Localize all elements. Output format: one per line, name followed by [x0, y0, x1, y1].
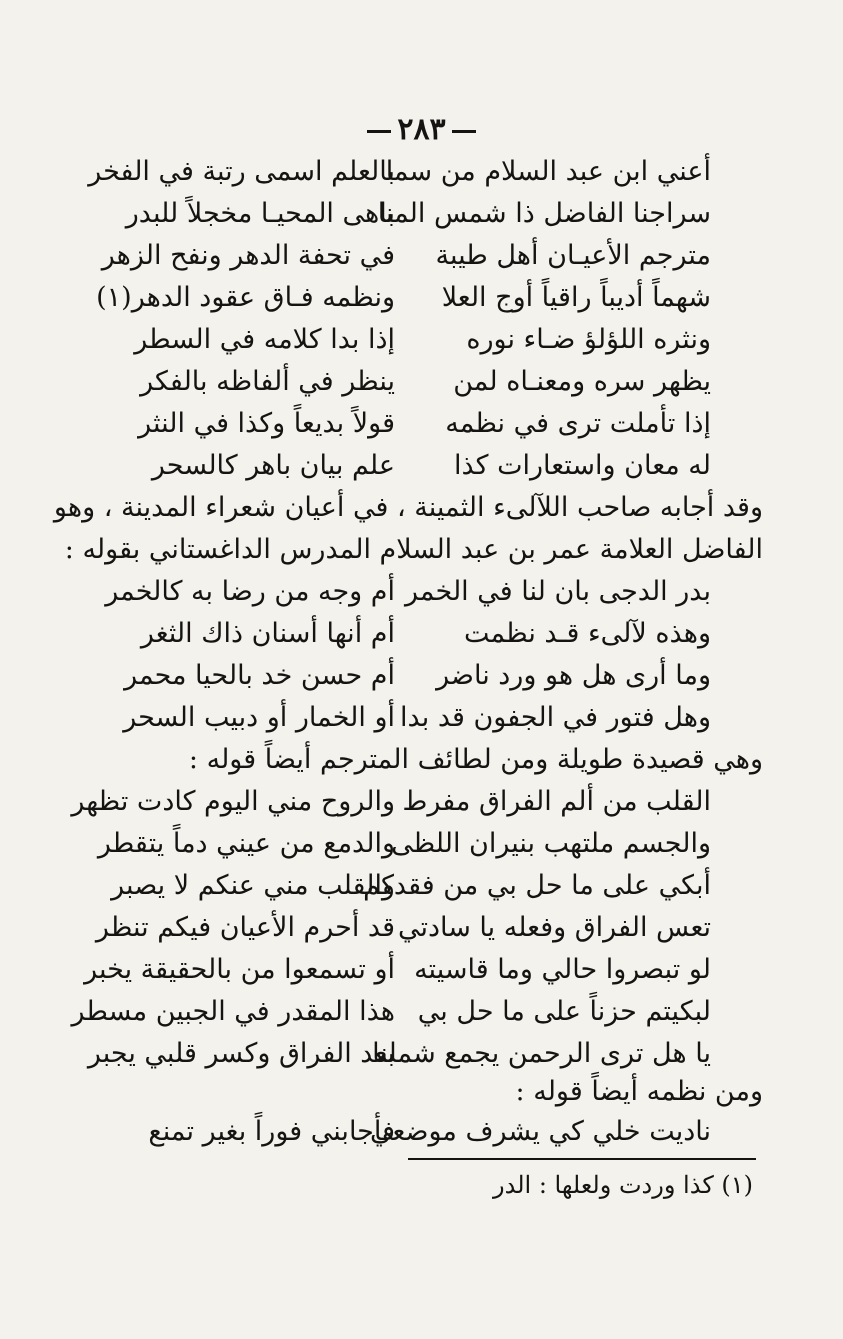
page-number	[0, 112, 843, 147]
verse-hemistich-right: وهذه لآلىء قـد نظمت	[464, 618, 711, 649]
verse-hemistich-right: مترجم الأعيـان أهل طيبة	[435, 240, 711, 271]
verse-hemistich-left: أو الخمار أو دبيب السحر	[123, 702, 395, 733]
verse-hemistich-right: سراجنا الفاضل ذا شمس المنا	[377, 198, 711, 229]
prose-line: الفاضل العلامة عمر بن عبد السلام المدرس الداغستاني بقوله :	[64, 534, 763, 565]
verse-hemistich-right: ناديت خلي كي يشرف موضعي	[370, 1116, 711, 1147]
footnote-divider	[408, 1158, 756, 1160]
prose-line: وهي قصيدة طويلة ومن لطائف المترجم أيضاً قوله :	[188, 744, 763, 775]
verse-hemistich-right: أعني ابن عبد السلام من سما	[385, 156, 711, 187]
footnote: (١) كذا وردت ولعلها : الدر	[493, 1171, 753, 1199]
verse-hemistich-right: بدر الدجى بان لنا في الخمر	[405, 576, 711, 607]
verse-hemistich-left: باهى المحيـا مخجلاً للبدر	[125, 198, 395, 229]
verse-hemistich-left: والقلب مني عنكم لا يصبر	[111, 870, 395, 901]
prose-line: وقد أجابه صاحب اللآلىء الثمينة ، في أعيان شعراء المدينة ، وهو	[53, 492, 763, 523]
verse-hemistich-right: لو تبصروا حالي وما قاسيته	[414, 954, 711, 985]
verse-hemistich-right: تعس الفراق وفعله يا سادتي	[397, 912, 711, 943]
verse-hemistich-left: أم أنها أسنان ذاك الثغر	[140, 618, 395, 649]
verse-hemistich-left: في تحفة الدهر ونفح الزهر	[101, 240, 395, 271]
verse-hemistich-left: والروح مني اليوم كادت تظهر	[71, 786, 395, 817]
dash-left	[367, 130, 391, 133]
verse-hemistich-left: فأجابني فوراً بغير تمنع	[148, 1116, 395, 1147]
verse-hemistich-left: والدمع من عيني دماً يتقطر	[97, 828, 395, 859]
verse-hemistich-right: له معان واستعارات كذا	[453, 450, 711, 481]
verse-hemistich-left: أم حسن خد بالحيا محمر	[124, 660, 395, 691]
verse-hemistich-right: إذا تأملت ترى في نظمه	[445, 408, 711, 439]
verse-hemistich-right: القلب من ألم الفراق مفرط	[402, 786, 711, 817]
verse-hemistich-left: قولاً بديعاً وكذا في النثر	[138, 408, 395, 439]
verse-hemistich-left: ونظمه فـاق عقود الدهر(١)	[96, 282, 395, 313]
verse-hemistich-left: ينظر في ألفاظه بالفكر	[140, 366, 395, 397]
verse-hemistich-right: وهل فتور في الجفون قد بدا	[400, 702, 711, 733]
verse-hemistich-left: أم وجه من رضا به كالخمر	[105, 576, 395, 607]
verse-hemistich-left: هذا المقدر في الجبين مسطر	[71, 996, 395, 1027]
page-number-text: ٢٨٣	[397, 112, 446, 147]
dash-right	[452, 130, 476, 133]
verse-hemistich-left: أو تسمعوا من بالحقيقة يخبر	[84, 954, 395, 985]
verse-hemistich-right: يظهر سره ومعنـاه لمن	[453, 366, 711, 397]
prose-line: ومن نظمه أيضاً قوله :	[515, 1076, 763, 1107]
verse-hemistich-right: شهماً أديباً راقياً أوج العلا	[441, 282, 711, 313]
verse-hemistich-left: بعد الفراق وكسر قلبي يجبر	[87, 1038, 395, 1069]
verse-hemistich-right: لبكيتم حزناً على ما حل بي	[417, 996, 711, 1027]
verse-hemistich-left: إذا بدا كلامه في السطر	[134, 324, 395, 355]
verse-hemistich-left: علم بيان باهر كالسحر	[151, 450, 395, 481]
verse-hemistich-right: يا هل ترى الرحمن يجمع شملنا	[372, 1038, 711, 1069]
verse-hemistich-right: والجسم ملتهب بنيران اللظى	[391, 828, 711, 859]
verse-hemistich-right: أبكي على ما حل بي من فقدكم	[363, 870, 711, 901]
verse-hemistich-left: بالعلم اسمى رتبة في الفخر	[88, 156, 395, 187]
verse-hemistich-right: ونثره اللؤلؤ ضـاء نوره	[466, 324, 711, 355]
verse-hemistich-left: قد أحرم الأعيان فيكم تنظر	[95, 912, 395, 943]
verse-hemistich-right: وما أرى هل هو ورد ناضر	[436, 660, 711, 691]
